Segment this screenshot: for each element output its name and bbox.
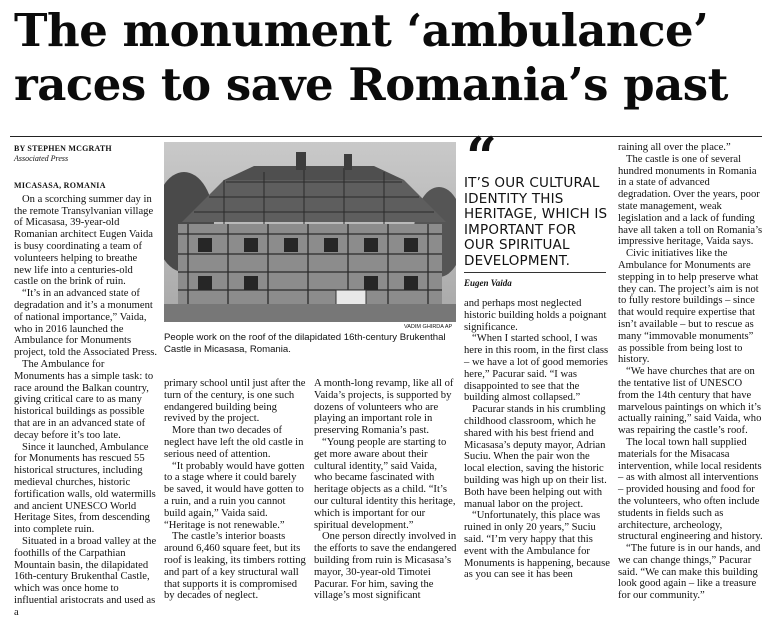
paragraph: “It probably would have gotten to a stage where it could barely be saved, it would have gotten to a ruin, and a ruin you cannot build again,” Vaida said. “Heritage is not renewable.” <box>164 460 305 531</box>
article-column-5 <box>618 142 764 602</box>
paragraph: Situated in a broad valley at the foothills of the Carpathian Mountain basin, the dilapidated 16th-century Brukenthal Castle, which was once home to influential aristocrats and used as a <box>14 535 157 618</box>
photo-caption: People work on the roof of the dilapidated 16th-century Brukenthal Castle in Micasasa, Romania. <box>164 332 446 355</box>
article-column-3 <box>314 378 457 602</box>
paragraph: Pacurar stands in his crumbling childhood classroom, which he shared with his best friend and Micasasa’s deputy mayor, Adrian Suciu. When the pair won the local election, saving the historic building was high up on their list. Both have been helping out with manual labor on the project. <box>464 404 607 510</box>
article-column-4 <box>464 298 610 581</box>
paragraph: “We have churches that are on the tentative list of UNESCO from the 14th century that have marvelous paintings on which it’s actually raining,” said Vaida, who was repairing the castle’s roof. <box>618 366 762 437</box>
paragraph: Civic initiatives like the Ambulance for Monuments are stepping in to help preserve what they can. The project’s aim is not to fully restore buildings – since that would require expertise that isn’t available – but to rescue as many “immovable monuments” as possible from being lost to history. <box>618 248 759 366</box>
paragraph: A month-long revamp, like all of Vaida’s projects, is supported by dozens of volunteers who are playing an important role in preserving Romania’s past. <box>314 378 454 437</box>
pull-quote: IT’S OUR CULTURAL IDENTITY THIS HERITAGE, WHICH IS IMPORTANT FOR OUR SPIRITUAL DEVELOPMENT. <box>464 175 608 269</box>
paragraph: On a scorching summer day in the remote Transylvanian village of Micasasa, 39-year-old Romanian architect Eugen Vaida is busy coordinating a team of volunteers helping to breathe new life into a centuries-old castle on the brink of ruin. <box>14 193 154 288</box>
paragraph: The local town hall supplied materials for the Misacasa intervention, while local residents – as with almost all interventions – provided housing and food for the volunteers, who often include students in fields such as architecture, archeology, structural engineering and history. <box>618 436 763 543</box>
paragraph: The Ambulance for Monuments has a simple task: to race around the Balkan country, giving critical care to as many historical buildings as possible that are in an advanced state of decay before it’s too late. <box>14 358 154 441</box>
agency: Associated Press <box>14 154 69 163</box>
paragraph: “The future is in our hands, and we can change things,” Pacurar said. “We can make this building look good again – like a treasure for our community.” <box>618 543 761 602</box>
headline-line-2: races to save Romania’s past <box>14 58 728 111</box>
paragraph: The castle is one of several hundred monuments in Romania in a state of advanced degradation. Over the years, poor state management, weak legislation and a lack of funding have all taken a toll on Romania’s impressive heritage, Vaida says. <box>618 153 763 248</box>
article-column-2 <box>164 378 306 602</box>
photo-credit: VADIM GHIRDA AP <box>404 324 453 330</box>
quote-mark-icon: “ <box>466 125 498 189</box>
pull-quote-attribution: Eugen Vaida <box>464 278 512 288</box>
dateline: MICASASA, ROMANIA <box>14 181 106 190</box>
byline: BY STEPHEN MCGRATH <box>14 144 112 153</box>
headline <box>14 4 764 112</box>
paragraph: and perhaps most neglected historic building holds a poignant significance. <box>464 298 607 333</box>
paragraph: primary school until just after the turn of the century, is one such endangered building being revived by the project. <box>164 378 306 425</box>
paragraph: Since it launched, Ambulance for Monuments has rescued 55 historical structures, including medieval churches, historic fortification walls, old watermills and ancient UNESCO World Heritage Sites, from descending into complete ruin. <box>14 441 156 536</box>
headline-rule <box>10 136 762 137</box>
castle-photo <box>164 142 456 322</box>
headline-line-1: The monument ‘ambulance’ <box>14 4 709 57</box>
paragraph: raining all over the place.” <box>618 142 731 153</box>
pull-quote-rule <box>464 272 606 273</box>
paragraph: “Unfortunately, this place was ruined in only 20 years,” Suciu said. “I’m very happy that this event with the Ambulance for Monuments is happening, because as you can see it has been <box>464 510 610 581</box>
paragraph: One person directly involved in the efforts to save the endangered building from ruin is Micasasa’s mayor, 30-year-old Timotei Pacurar. For him, saving the village’s most significant <box>314 531 457 602</box>
paragraph: “When I started school, I was here in this room, in the first class – we have a lot of good memories here,” Pacurar said. “I was disappointed to see that the building almost collapsed.” <box>464 333 609 404</box>
paragraph: The castle’s interior boasts around 6,460 square feet, but its roof is leaking, its timbers rotting and part of a key structural wall that supports it is compromised by decades of neglect. <box>164 531 306 602</box>
castle-illustration <box>164 142 456 322</box>
paragraph: “It’s in an advanced state of degradation and it’s a monument of national importance,” Vaida, who in 2016 launched the Ambulance for Monuments project, told the Associated Press. <box>14 288 157 359</box>
paragraph: “Young people are starting to get more aware about their cultural identity,” said Vaida, who became fascinated with heritage objects as a child. “It’s our cultural identity this heritage, which is important for our spiritual development.” <box>314 436 456 531</box>
paragraph: More than two decades of neglect have left the old castle in serious need of attention. <box>164 425 304 460</box>
article-column-1 <box>14 180 157 618</box>
